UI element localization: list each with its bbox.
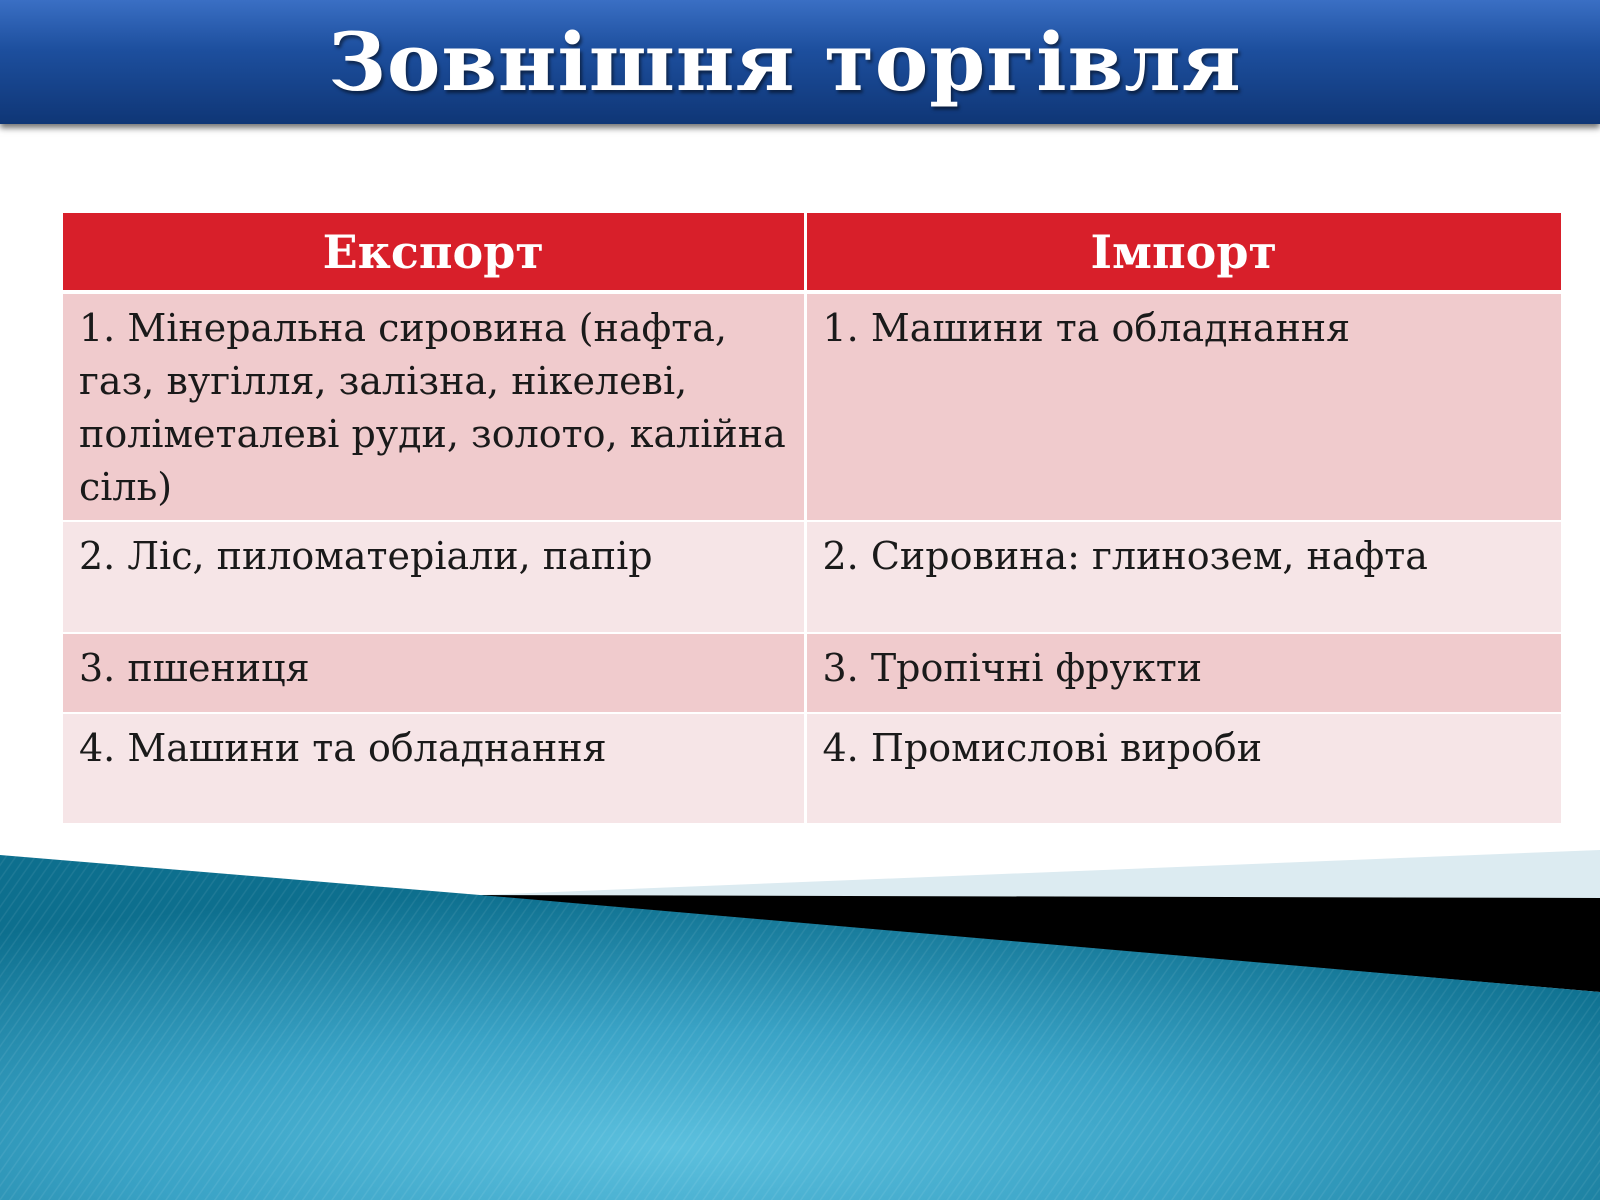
export-cell: 3. пшениця [63,633,805,713]
table-row [63,713,1561,824]
import-cell: 4. Промислові вироби [805,713,1561,824]
title-bar [0,0,1600,124]
table-header-row [63,213,1561,292]
table-row [63,633,1561,713]
slide-title: Зовнішня торгівля [328,15,1242,109]
header-export: Експорт [63,213,805,292]
import-cell: 1. Машини та обладнання [805,292,1561,521]
export-cell: 4. Машини та обладнання [63,713,805,824]
light-blue-band [480,850,1600,900]
header-import: Імпорт [805,213,1561,292]
table-row [63,521,1561,633]
import-cell: 2. Сировина: глинозем, нафта [805,521,1561,633]
export-cell: 2. Ліс, пиломатеріали, папір [63,521,805,633]
trade-table [63,213,1561,825]
footer-decoration [0,850,1600,1200]
export-cell: 1. Мінеральна сировина (нафта, газ, вугілля, залізна, нікелеві, поліметалеві руди, золото, калійна сіль) [63,292,805,521]
import-cell: 3. Тропічні фрукти [805,633,1561,713]
table-row [63,292,1561,521]
